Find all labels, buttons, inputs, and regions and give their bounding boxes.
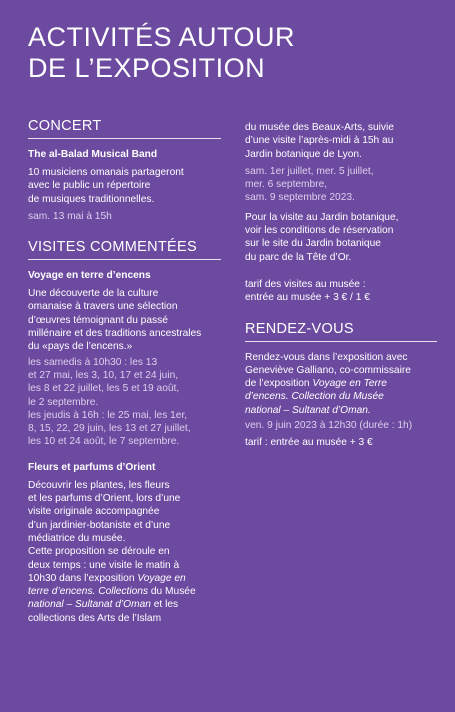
tarif-line: entrée au musée + 3 € / 1 € (245, 292, 370, 304)
cont-line: du musée des Beaux-Arts, suivie (245, 122, 394, 133)
voyage-desc-line: omanaise à travers une sélection (28, 301, 178, 313)
voyage-date-line: les samedis à 10h30 : les 13 (28, 356, 158, 368)
fleurs-date-line: mer. 6 septembre, (245, 179, 328, 191)
voyage-date-line: et 27 mai, les 3, 10, 17 et 24 juin, (28, 369, 179, 381)
info-line: voir les conditions de réservation (245, 225, 394, 237)
voyage-desc-line: millénaire et des traditions ancestrales (28, 328, 202, 340)
concert-description (28, 166, 221, 206)
right-column (245, 121, 437, 450)
fleurs-desc-text: du Musée (150, 586, 196, 598)
rdv-line: Rendez-vous dans l’exposition avec (245, 351, 408, 363)
fleurs-desc-line: médiatrice du musée. (28, 532, 126, 544)
rdv-description (245, 351, 437, 417)
page-title (28, 22, 295, 84)
voyage-date-line: le 2 septembre. (28, 396, 99, 408)
fleurs-italic: national – Sultanat d’Oman (28, 599, 151, 611)
title-line-2: DE L’EXPOSITION (28, 53, 266, 83)
rdv-italic: Voyage en Terre (312, 378, 387, 390)
info-line: sur le site du Jardin botanique (245, 238, 381, 250)
fleurs-date-line: sam. 9 septembre 2023. (245, 192, 355, 204)
voyage-desc-line: Une découverte de la culture (28, 288, 159, 300)
fleurs-desc-line: visite originale accompagnée (28, 506, 160, 518)
fleurs-desc-line: collections des Arts de l’Islam (28, 612, 162, 624)
rdv-date: ven. 9 juin 2023 à 12h30 (durée : 1h) (245, 420, 413, 432)
voyage-date-line: 8, 15, 22, 29 juin, les 13 et 27 juillet, (28, 423, 191, 435)
voyage-desc-line: d’œuvres témoignant du passé (28, 314, 168, 326)
fleurs-continuation (245, 121, 437, 161)
fleurs-desc-line (28, 585, 221, 598)
fleurs-desc-line (28, 598, 221, 611)
voyage-dates (28, 356, 221, 449)
rdv-line (245, 404, 437, 417)
fleurs-desc-line: d’un jardinier-botaniste et d’une (28, 519, 171, 531)
voyage-date-line: les 10 et 24 août, le 7 septembre. (28, 436, 180, 448)
rdv-italic: national – Sultanat d’Oman. (245, 404, 371, 416)
info-line: du parc de la Tête d’Or. (245, 251, 352, 263)
concert-date: sam. 13 mai à 15h (28, 210, 112, 222)
cont-line: Jardin botanique de Lyon. (245, 148, 362, 160)
fleurs-desc-line: deux temps : une visite le matin à (28, 559, 180, 571)
rdv-text: de l’exposition (245, 378, 310, 390)
rdv-italic: du Musée (339, 391, 384, 403)
fleurs-desc-text: et les (153, 599, 179, 611)
fleurs-title: Fleurs et parfums d’Orient (28, 461, 156, 473)
visites-tarif (245, 278, 437, 305)
fleurs-dates (245, 165, 437, 205)
concert-desc-line: 10 musiciens omanais partageront (28, 167, 184, 178)
fleurs-italic: Voyage en (137, 572, 186, 584)
fleurs-date-line: sam. 1er juillet, mer. 5 juillet, (245, 165, 374, 177)
voyage-date-line: les 8 et 22 juillet, les 5 et 19 août, (28, 383, 180, 395)
concert-name: The al-Balad Musical Band (28, 149, 158, 160)
jardin-info (245, 211, 437, 264)
concert-heading: CONCERT (28, 118, 221, 139)
rdv-line (245, 377, 437, 390)
tarif-line: tarif des visites au musée : (245, 278, 366, 290)
concert-desc-line: avec le public un répertoire (28, 180, 151, 192)
fleurs-desc-line: et les parfums d’Orient, lors d’une (28, 493, 181, 505)
visites-heading: VISITES COMMENTÉES (28, 239, 221, 260)
voyage-description (28, 287, 221, 353)
fleurs-desc-line: Cette proposition se déroule en (28, 546, 170, 558)
fleurs-italic: terre d’encens. Collections (28, 586, 149, 598)
voyage-desc-line: du «pays de l’encens.» (28, 341, 133, 353)
info-line: Pour la visite au Jardin botanique, (245, 211, 399, 223)
fleurs-desc-line (28, 572, 221, 585)
left-column (28, 118, 221, 625)
voyage-date-line: les jeudis à 16h : le 25 mai, les 1er, (28, 409, 188, 421)
rdv-heading: RENDEZ-VOUS (245, 321, 437, 342)
rdv-tarif: tarif : entrée au musée + 3 € (245, 437, 373, 449)
rdv-line (245, 390, 437, 403)
title-line-1: ACTIVITÉS AUTOUR (28, 22, 296, 52)
concert-desc-line: de musiques traditionnelles. (28, 193, 155, 205)
fleurs-description (28, 479, 221, 625)
fleurs-desc-text: 10h30 dans l’exposition (28, 572, 135, 584)
cont-line: d’une visite l’après-midi à 15h au (245, 135, 394, 147)
voyage-title: Voyage en terre d’encens (28, 270, 151, 282)
fleurs-desc-line: Découvrir les plantes, les fleurs (28, 479, 170, 491)
rdv-line: Geneviève Galliano, co-commissaire (245, 364, 411, 376)
rdv-italic: d’encens. Collection (245, 391, 337, 403)
